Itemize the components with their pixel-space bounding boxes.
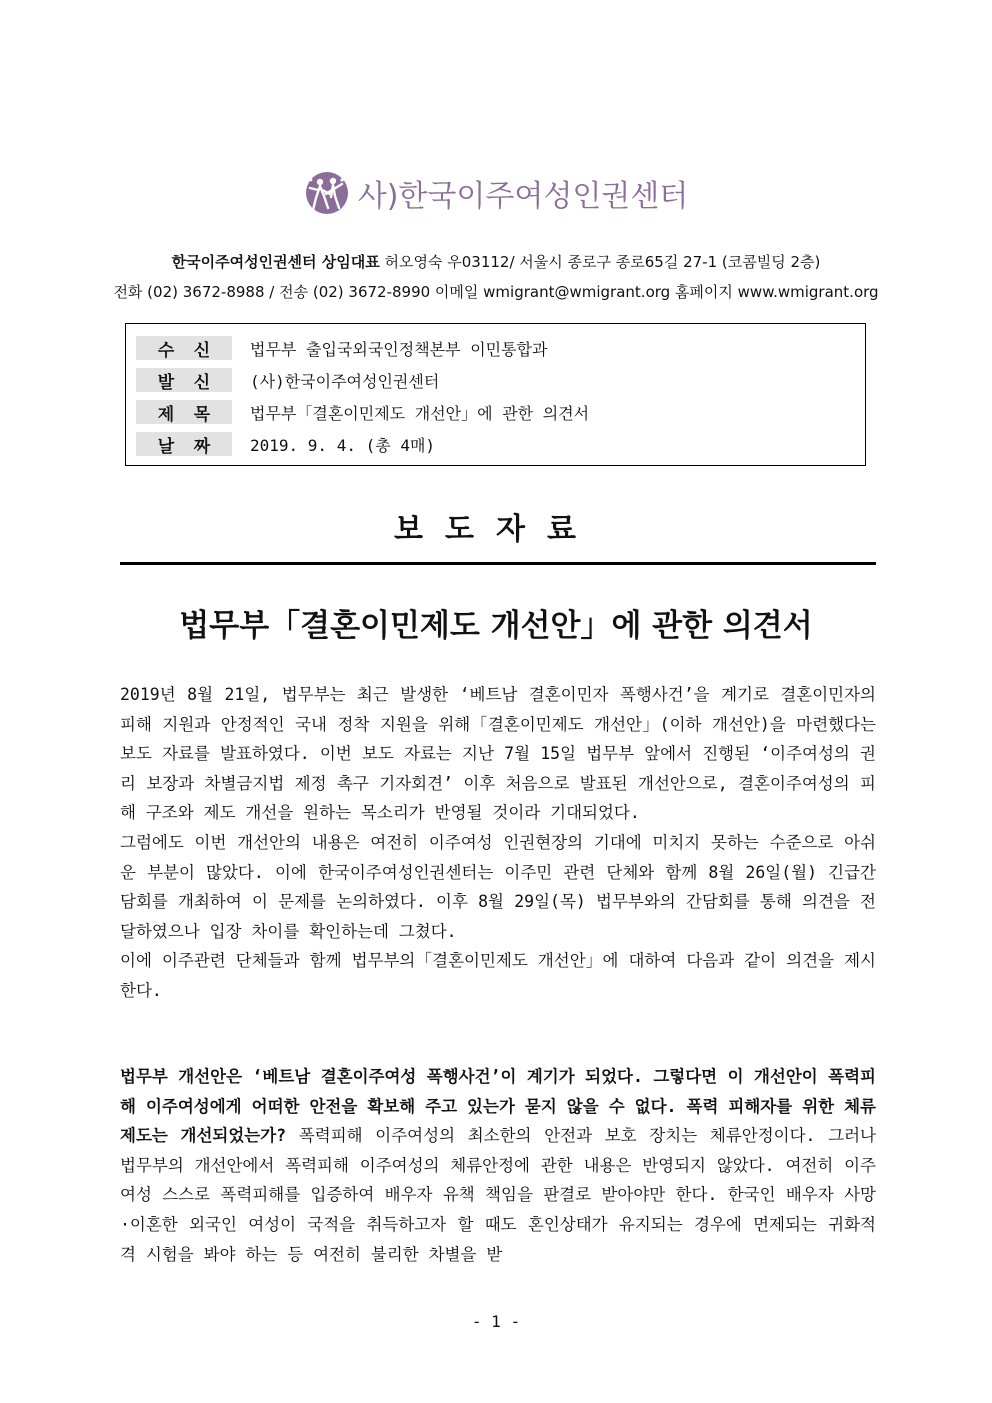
org-logo-text: 사)한국이주여성인권센터: [357, 179, 689, 214]
divider: [120, 562, 876, 565]
info-label-sender: 발 신: [136, 368, 232, 392]
info-row-date: [136, 428, 855, 460]
contact-line-2: 전화 (02) 3672-8988 / 전송 (02) 3672-8990 이메일 wmigrant@wmigrant.org 홈페이지 www.wmigrant.org: [113, 283, 879, 301]
paragraph-1: 2019년 8월 21일, 법무부는 최근 발생한 ‘베트남 결혼이민자 폭행사건’을 계기로 결혼이민자의 피해 지원과 안정적인 국내 정착 지원을 위해「결혼이민제도 개선안」(이하 개선안)을 마련했다는 보도 자료를 발표하였다. 이번 보도 자료는 지난 7월 15일 법무부 앞에서 진행된 ‘이주여성의 권리 보장과 차별금지법 제정 촉구 기자회견’ 이후 처음으로 발표된 개선안으로, 결혼이주여성의 피해 구조와 제도 개선을 원하는 목소리가 반영될 것이라 기대되었다.: [120, 685, 876, 823]
paragraph-4: [120, 1062, 876, 1269]
document-title: 법무부「결혼이민제도 개선안」에 관한 의견서: [179, 608, 813, 644]
info-value-recipient: 법무부 출입국외국인정책본부 이민통합과: [250, 339, 548, 359]
info-label-recipient: 수 신: [136, 336, 232, 360]
body-section-1: [120, 680, 876, 1006]
info-label-date: 날 짜: [136, 432, 232, 456]
info-row-subject: [136, 396, 855, 428]
paragraph-3: 이에 이주관련 단체들과 함께 법무부의「결혼이민제도 개선안」에 대하여 다음과 같이 의견을 제시한다.: [120, 951, 876, 1000]
info-value-date: 2019. 9. 4. (총 4매): [250, 435, 436, 455]
paragraph-4-rest: 폭력피해 이주여성의 최소한의 안전과 보호 장치는 체류안정이다. 그러나 법무부의 개선안에서 폭력피해 이주여성의 체류안정에 관한 내용은 반영되지 않았다. 여전히 이주여성 스스로 폭력피해를 입증하여 배우자 유책 책임을 판결로 받아야만 한다. 한국인 배우자 사망·이혼한 외국인 여성이 국적을 취득하고자 할 때도 혼인상태가 유지되는 경우에 면제되는 귀화적격 시험을 봐야 하는 등 여전히 불리한 차별을 받: [120, 1126, 876, 1264]
org-logo: [0, 168, 992, 218]
page-number: - 1 -: [471, 1312, 521, 1331]
info-value-subject: 법무부「결혼이민제도 개선안」에 관한 의견서: [250, 403, 590, 423]
info-row-sender: [136, 364, 855, 396]
info-row-recipient: [136, 332, 855, 364]
contact-address: 허오영숙 우03112/ 서울시 종로구 종로65길 27-1 (코콤빌딩 2층): [384, 253, 821, 271]
info-label-subject: 제 목: [136, 400, 232, 424]
paragraph-2: 그럼에도 이번 개선안의 내용은 여전히 이주여성 인권현장의 기대에 미치지 못하는 수준으로 아쉬운 부분이 많았다. 이에 한국이주여성인권센터는 이주민 관련 단체와 함께 8월 26일(월) 긴급간담회를 개최하여 이 문제를 논의하였다. 이후 8월 29일(목) 법무부와의 간담회를 통해 의견을 전달하였으나 입장 차이를 확인하는데 그쳤다.: [120, 832, 876, 941]
dancing-figures-logo-icon: [304, 170, 350, 216]
contact-org: 한국이주여성인권센터 상임대표: [171, 253, 380, 271]
info-box: [125, 323, 866, 466]
paragraph-4-bold: 법무부 개선안은 ‘베트남 결혼이주여성 폭행사건’이 계기가 되었다. 그렇다면 이 개선안이 폭력피해 이주여성에게 어떠한 안전을 확보해 주고 있는가 묻지 않을 수 없다. 폭력 피해자를 위한 체류제도는 개선되었는가?: [120, 1067, 876, 1146]
contact-line-1: [0, 251, 992, 272]
info-value-sender: (사)한국이주여성인권센터: [250, 371, 440, 391]
press-release-heading: 보도자료: [394, 512, 598, 547]
body-section-2: [120, 1062, 876, 1269]
